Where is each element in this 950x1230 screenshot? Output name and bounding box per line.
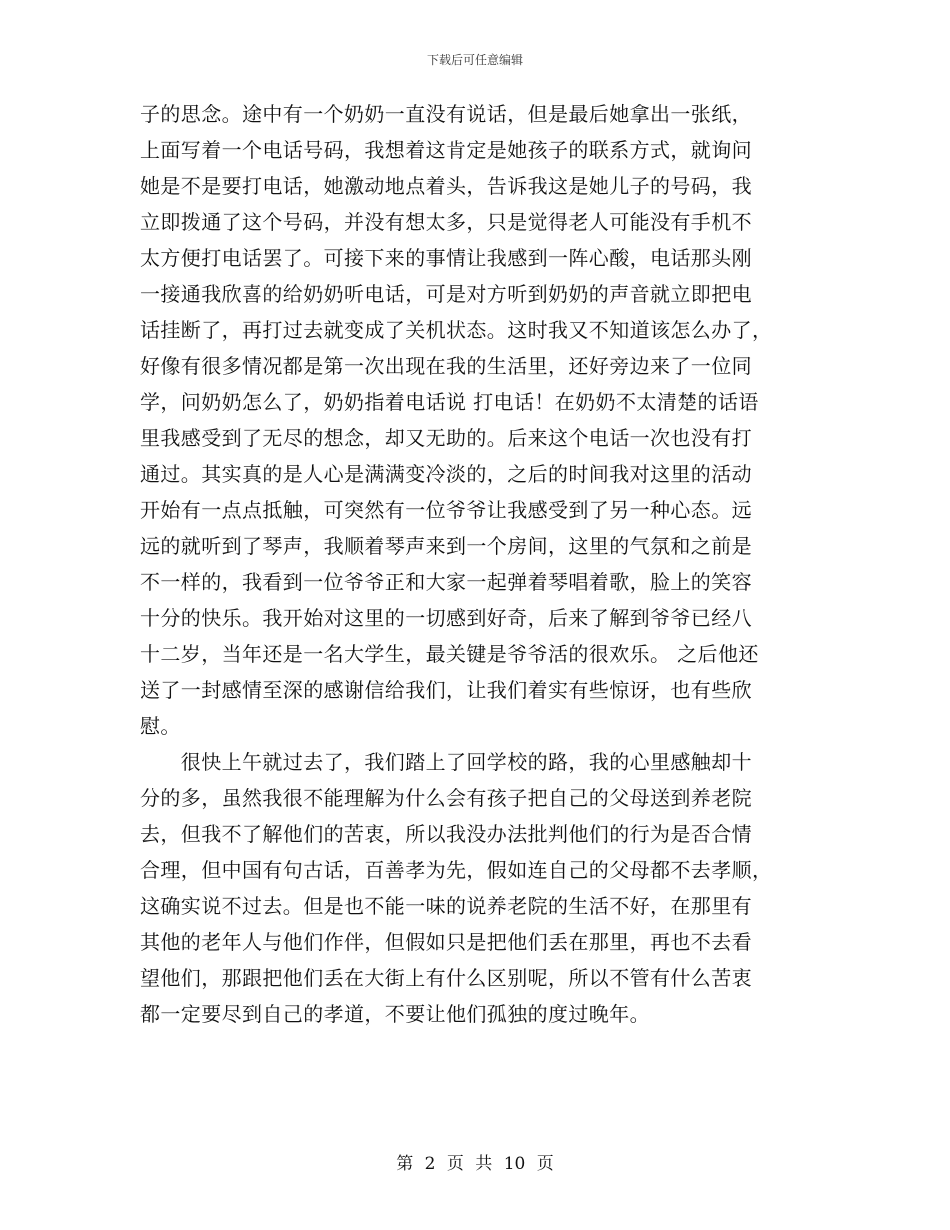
text-line: 这确实说不过去。但是也不能一味的说养老院的生活不好，在那里有 xyxy=(140,894,752,918)
text-line: 慰。 xyxy=(140,714,181,738)
footer-prefix: 第 xyxy=(396,1154,414,1174)
text-line: 上面写着一个电话号码，我想着这肯定是她孩子的联系方式，就询问 xyxy=(140,138,752,162)
text-line: 十二岁，当年还是一名大学生，最关键是爷爷活的很欢乐。 之后他还 xyxy=(140,642,759,666)
text-line: 话挂断了，再打过去就变成了关机状态。这时我又不知道该怎么办了， xyxy=(140,318,773,342)
page-header-text: 下载后可任意编辑 xyxy=(426,53,523,67)
text-line: 学，问奶奶怎么了，奶奶指着电话说 打电话！在奶奶不太清楚的话语 xyxy=(140,390,759,414)
text-line: 不一样的，我看到一位爷爷正和大家一起弹着琴唱着歌，脸上的笑容 xyxy=(140,570,752,594)
footer-page-word: 页 xyxy=(446,1154,464,1174)
text-line: 里我感受到了无尽的想念，却又无助的。后来这个电话一次也没有打 xyxy=(140,426,752,450)
text-line: 子的思念。途中有一个奶奶一直没有说话，但是最后她拿出一张纸， xyxy=(140,102,752,126)
footer-suffix: 页 xyxy=(536,1154,554,1174)
text-line: 分的多，虽然我很不能理解为什么会有孩子把自己的父母送到养老院 xyxy=(140,786,752,810)
document-body xyxy=(140,96,808,1032)
text-line: 一接通我欣喜的给奶奶听电话，可是对方听到奶奶的声音就立即把电 xyxy=(140,282,752,306)
text-line: 好像有很多情况都是第一次出现在我的生活里，还好旁边来了一位同 xyxy=(140,354,752,378)
text-line: 合理，但中国有句古话，百善孝为先，假如连自己的父母都不去孝顺， xyxy=(140,858,773,882)
text-line: 其他的老年人与他们作伴，但假如只是把他们丢在那里，再也不去看 xyxy=(140,930,752,954)
paragraph-1 xyxy=(140,96,808,744)
text-line: 远的就听到了琴声，我顺着琴声来到一个房间，这里的气氛和之前是 xyxy=(140,534,752,558)
text-line: 都一定要尽到自己的孝道，不要让他们孤独的度过晚年。 xyxy=(140,1002,650,1026)
text-line: 通过。其实真的是人心是满满变冷淡的，之后的时间我对这里的活动 xyxy=(140,462,752,486)
total-pages-number: 10 xyxy=(503,1154,526,1174)
paragraph-2 xyxy=(140,744,808,1032)
text-line: 十分的快乐。我开始对这里的一切感到好奇，后来了解到爷爷已经八 xyxy=(140,606,752,630)
text-line: 太方便打电话罢了。可接下来的事情让我感到一阵心酸，电话那头刚 xyxy=(140,246,752,270)
page-footer xyxy=(0,1153,950,1175)
text-line: 她是不是要打电话，她激动地点着头，告诉我这是她儿子的号码，我 xyxy=(140,174,752,198)
text-line: 很快上午就过去了，我们踏上了回学校的路，我的心里感触却十 xyxy=(140,750,752,774)
footer-total-word: 共 xyxy=(475,1154,493,1174)
text-line: 送了一封感情至深的感谢信给我们，让我们着实有些惊讶，也有些欣 xyxy=(140,678,752,702)
text-line: 立即拨通了这个号码，并没有想太多，只是觉得老人可能没有手机不 xyxy=(140,210,752,234)
page-header xyxy=(0,52,950,68)
text-line: 望他们，那跟把他们丢在大街上有什么区别呢，所以不管有什么苦衷 xyxy=(140,966,752,990)
text-line: 去，但我不了解他们的苦衷，所以我没办法批判他们的行为是否合情 xyxy=(140,822,752,846)
current-page-number: 2 xyxy=(424,1154,436,1174)
text-line: 开始有一点点抵触，可突然有一位爷爷让我感受到了另一种心态。远 xyxy=(140,498,752,522)
